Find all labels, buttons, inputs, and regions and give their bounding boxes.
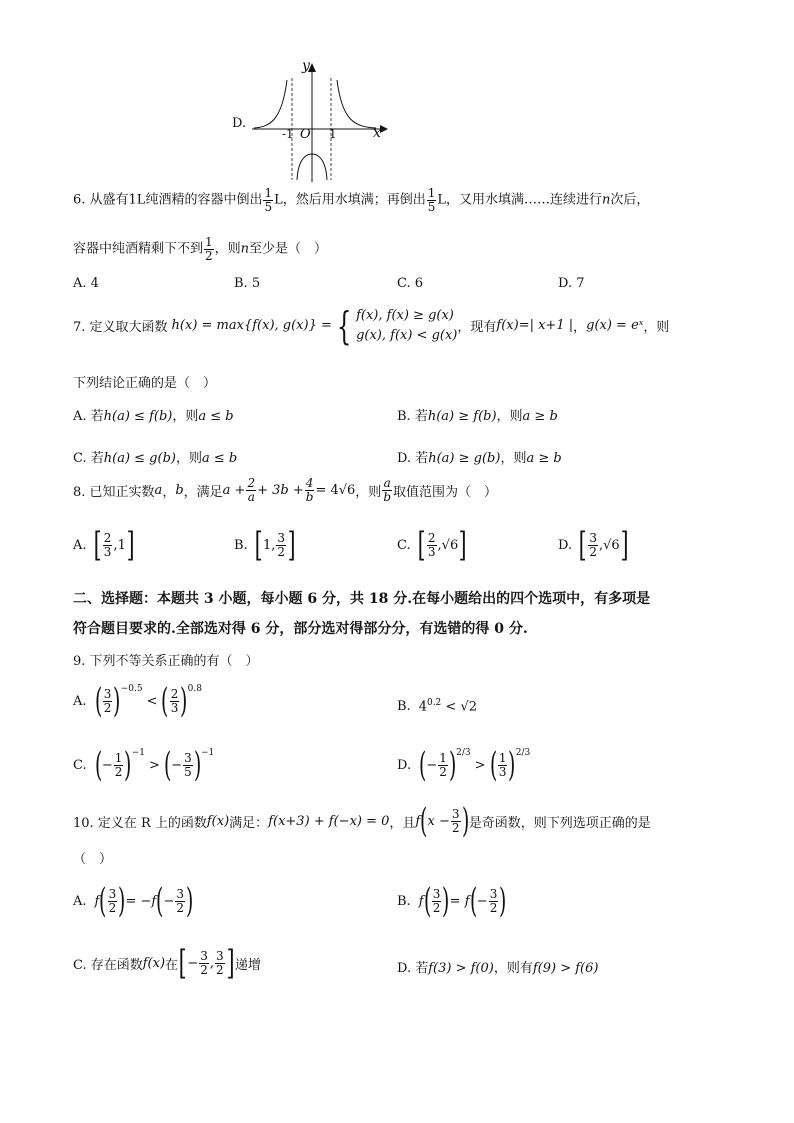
frac-den: 3 xyxy=(427,544,436,559)
q10-d-text-b: ，则有 xyxy=(493,961,533,976)
q7-case1: f(x), f(x) ≥ g(x) xyxy=(356,308,454,323)
fraction-2-over-a xyxy=(246,477,256,503)
paren-right: ) xyxy=(186,881,194,921)
paren-left: ( xyxy=(423,881,431,921)
f: f xyxy=(94,893,100,909)
frac-den: 2 xyxy=(205,248,213,263)
q10-option-a[interactable] xyxy=(73,881,194,921)
q10-d-math1: f(3) > f(0) xyxy=(428,961,494,976)
q10-text-b: 满足： xyxy=(229,815,269,831)
q8-text-d: 取值范围为（ ） xyxy=(393,484,498,500)
axis-y-label: y xyxy=(302,58,310,74)
frac-num: a xyxy=(383,476,391,490)
paren-left: ( xyxy=(94,745,102,785)
origin-label: O xyxy=(300,127,311,142)
option-label: D. xyxy=(232,116,247,131)
comma: , xyxy=(209,955,215,971)
frac-num: 1 xyxy=(498,750,507,765)
q7-b-result: a ≥ b xyxy=(522,409,558,424)
q7-max-def: h(x) = max{f(x), g(x)} = xyxy=(171,318,332,333)
frac-num: 1 xyxy=(427,186,436,200)
fraction xyxy=(498,752,508,778)
q10-c-text-c: 递增 xyxy=(234,957,261,973)
curve-right-branch xyxy=(337,80,376,128)
q9-stem: 9. 下列不等关系正确的有（ ） xyxy=(73,654,259,669)
exponent: 0.2 xyxy=(426,698,442,708)
q10-option-d[interactable] xyxy=(397,957,598,976)
frac-num: 3 xyxy=(103,686,112,701)
q7-c-then: ，则 xyxy=(175,451,202,466)
q7-text-d: ，则 xyxy=(643,320,670,335)
operator: < xyxy=(146,693,158,709)
frac-den: 3 xyxy=(498,764,507,779)
q10-fx: f(x) xyxy=(206,813,230,829)
q9-c-label: C. xyxy=(73,757,87,773)
minus-sign: − xyxy=(101,757,113,773)
q6-option-a[interactable]: A. 4 xyxy=(73,276,99,291)
q6-text-b: L，然后用水填满；再倒出 xyxy=(274,192,426,208)
q7-option-a[interactable] xyxy=(73,405,234,424)
q7-a-label: A. 若 xyxy=(73,409,104,424)
q6-text-e: 容器中纯酒精剩下不到 xyxy=(73,241,204,257)
q8-line1 xyxy=(73,477,497,503)
q9-d-label: D. xyxy=(397,757,412,773)
q7-a-math: h(a) ≤ f(b) xyxy=(103,409,173,424)
frac-den: a xyxy=(247,489,255,504)
bracket-right: ] xyxy=(126,525,135,565)
q9-option-c[interactable] xyxy=(73,745,215,785)
paren-right: ) xyxy=(461,801,469,841)
exponent: 2/3 xyxy=(456,748,471,758)
frac-num: 4 xyxy=(305,476,314,490)
frac-den: 2 xyxy=(451,820,460,835)
paren-right: ) xyxy=(193,745,201,785)
q8-text-a: 8. 已知正实数 xyxy=(73,484,155,500)
section2-line2: 符合题目要求的.全部选对得 6 分，部分选对得部分分，有选错的得 0 分. xyxy=(73,621,528,637)
q6-text-f: ，则 xyxy=(214,241,241,257)
q7-b-label: B. 若 xyxy=(397,409,428,424)
frac-den: 5 xyxy=(184,764,192,779)
axis-x-label: x xyxy=(373,125,381,141)
q9-b-base: 4 xyxy=(418,699,427,715)
q6-text-c: L，又用水填满……连续进行 xyxy=(437,192,603,208)
paren-right: ) xyxy=(508,745,516,785)
frac-num: 3 xyxy=(216,948,224,963)
q8-option-a[interactable] xyxy=(73,525,135,565)
minus-sign: − xyxy=(426,757,438,773)
q6-text-g: 至少是（ ） xyxy=(249,241,328,257)
frac-num: 3 xyxy=(108,886,117,901)
paren-left: ( xyxy=(420,801,428,841)
q10-eq: f(x+3) + f(−x) = 0 xyxy=(268,813,390,829)
option-d-graph xyxy=(230,58,400,182)
paren-right: ) xyxy=(180,681,188,721)
q10-option-b[interactable] xyxy=(397,881,507,921)
fraction-one-fifth xyxy=(263,187,273,213)
frac-num: 3 xyxy=(277,530,285,545)
q7-d-then: ，则 xyxy=(500,451,527,466)
q10-inner: x − xyxy=(427,813,450,829)
q7-a-then: ，则 xyxy=(172,409,199,424)
q10-b-mid: = f xyxy=(449,893,470,909)
q6-text-a: 6. 从盛有1L纯酒精的容器中倒出 xyxy=(73,192,263,208)
exponent: 2/3 xyxy=(515,748,531,758)
paren-right: ) xyxy=(448,745,457,785)
q10-text-d: 是奇函数，则下列选项正确的是 xyxy=(468,815,651,831)
bracket-right: ] xyxy=(458,525,467,565)
frac-num: 3 xyxy=(432,886,441,901)
f: f xyxy=(418,893,424,909)
q10-d-math2: f(9) > f(6) xyxy=(532,961,599,976)
bracket-left: [ xyxy=(178,943,187,983)
frac-num: 2 xyxy=(247,476,256,490)
q9-b-rest: < √2 xyxy=(441,699,478,715)
q7-text-c: ，现有 xyxy=(457,320,497,335)
q6-option-c[interactable]: C. 6 xyxy=(397,276,424,291)
exponent: 0.8 xyxy=(187,684,202,694)
q8-d-right: ,√6 xyxy=(599,537,620,553)
frac-den: 5 xyxy=(427,199,436,214)
frac-num: 3 xyxy=(200,948,208,963)
bracket-right: ] xyxy=(226,943,235,983)
paren-right: ) xyxy=(499,881,507,921)
q7-c-result: a ≤ b xyxy=(201,451,238,466)
q7-comma: ， xyxy=(573,320,587,335)
q7-d-math: h(a) ≥ g(b) xyxy=(428,451,501,466)
fraction xyxy=(170,688,180,714)
frac-den: 2 xyxy=(277,544,285,559)
q10-c-text-b: 在 xyxy=(165,957,179,973)
q8-d-label: D. xyxy=(558,537,573,553)
q8-a-right: ,1 xyxy=(113,537,126,553)
exponent: −0.5 xyxy=(120,684,143,694)
q10-line2: （ ） xyxy=(73,852,113,867)
q6-text-d: 次后， xyxy=(610,192,650,208)
q7-c-label: C. 若 xyxy=(73,451,104,466)
frac-num: 2 xyxy=(427,530,436,545)
q9-option-d[interactable] xyxy=(397,745,531,785)
q8-eq-b: + 3b + xyxy=(257,482,304,498)
paren-left: ( xyxy=(419,745,427,785)
q10-b-label: B. xyxy=(397,893,411,909)
fraction-one-fifth-2 xyxy=(427,187,437,213)
fraction xyxy=(183,752,193,778)
frac-den: 2 xyxy=(432,900,441,915)
fraction xyxy=(103,532,113,558)
fraction-a-over-b xyxy=(382,477,392,503)
q7-case2: g(x), f(x) < g(x) xyxy=(356,327,458,343)
frac-den: b xyxy=(305,489,314,504)
exponent: −1 xyxy=(131,748,145,758)
paren-left: ( xyxy=(161,681,169,721)
frac-den: 2 xyxy=(439,764,447,779)
q6-line1 xyxy=(73,187,649,213)
operator: > xyxy=(148,757,160,773)
frac-den: 3 xyxy=(170,700,179,715)
bracket-right: ] xyxy=(287,525,296,565)
fraction-4-over-b xyxy=(305,477,315,503)
q7-a-result: a ≤ b xyxy=(198,409,234,424)
q10-text-c: ，且 xyxy=(389,815,416,831)
q10-option-c[interactable] xyxy=(73,943,261,983)
fraction xyxy=(114,752,124,778)
frac-num: 2 xyxy=(170,686,179,701)
q10-a-mid: = −f xyxy=(125,893,157,909)
paren-right: ) xyxy=(113,681,121,721)
var-n: n xyxy=(602,192,611,208)
q7-text-a: 7. 定义取大函数 xyxy=(73,320,168,335)
fraction xyxy=(199,950,209,976)
q7-gx: g(x) = eˣ xyxy=(586,318,644,333)
frac-den: 2 xyxy=(489,900,498,915)
bracket-left: [ xyxy=(254,525,263,565)
var-b: b xyxy=(175,482,184,498)
q7-option-b[interactable] xyxy=(397,405,558,424)
paren-left: ( xyxy=(94,681,102,721)
q8-c-right: ,√6 xyxy=(437,537,459,553)
minus-sign: − xyxy=(163,893,175,909)
q8-b-left: 1, xyxy=(262,537,276,553)
q7-option-d[interactable] xyxy=(397,447,562,466)
fraction xyxy=(489,888,499,914)
frac-num: 3 xyxy=(451,806,460,821)
q6-option-d[interactable]: D. 7 xyxy=(558,276,585,291)
bracket-right: ] xyxy=(620,525,629,565)
q7-d-result: a ≥ b xyxy=(526,451,562,466)
fraction xyxy=(451,808,461,834)
q7-b-then: ，则 xyxy=(496,409,523,424)
fraction xyxy=(427,532,437,558)
fraction xyxy=(276,532,286,558)
q9-option-b[interactable] xyxy=(397,698,477,714)
q8-option-d[interactable] xyxy=(558,525,629,565)
frac-num: 2 xyxy=(103,530,112,545)
x-axis-arrow xyxy=(380,125,388,133)
frac-den: 5 xyxy=(264,199,273,214)
q9-b-label: B. xyxy=(397,699,411,715)
brace: { xyxy=(336,303,352,348)
paren-left: ( xyxy=(163,745,172,785)
section2-line1: 二、选择题：本题共 3 小题，每小题 6 分，共 18 分.在每小题给出的四个选项中，有多项是 xyxy=(73,591,651,607)
frac-num: 3 xyxy=(184,750,192,765)
q10-c-fx: f(x) xyxy=(142,955,166,971)
q10-line1 xyxy=(73,801,651,841)
bracket-left: [ xyxy=(417,525,426,565)
q7-line1 xyxy=(73,303,670,348)
frac-num: 3 xyxy=(176,886,185,901)
q7-b-math: h(a) ≥ f(b) xyxy=(427,409,497,424)
paren-right: ) xyxy=(124,745,132,785)
q6-line2 xyxy=(73,236,327,262)
q7-cases xyxy=(356,306,457,345)
q8-option-b[interactable] xyxy=(234,525,296,565)
var-n: n xyxy=(240,241,250,257)
paren-right: ) xyxy=(118,881,126,921)
frac-den: 2 xyxy=(108,900,117,915)
frac-den: 2 xyxy=(176,900,185,915)
q8-eq-a: a + xyxy=(222,482,246,498)
fraction-half xyxy=(204,236,214,262)
frac-num: 3 xyxy=(589,530,597,545)
q9-a-label: A. xyxy=(73,693,87,709)
q8-text-c: ，则 xyxy=(355,484,382,500)
q7-line2: 下列结论正确的是（ ） xyxy=(73,376,217,391)
frac-num: 3 xyxy=(489,886,498,901)
tick-neg-one: -1 xyxy=(282,127,294,141)
paren-left: ( xyxy=(156,881,164,921)
q7-d-label: D. 若 xyxy=(397,451,429,466)
q7-fx: f(x)=| x+1 | xyxy=(496,318,574,333)
paren-left: ( xyxy=(99,881,107,921)
graph-svg xyxy=(230,58,400,182)
q10-f: f xyxy=(415,813,421,829)
q10-text-a: 10. 定义在 R 上的函数 xyxy=(73,815,207,831)
bracket-left: [ xyxy=(578,525,587,565)
bracket-left: [ xyxy=(93,525,102,565)
frac-num: 1 xyxy=(439,750,447,765)
q10-d-text-a: D. 若 xyxy=(397,961,429,976)
tick-pos-one: 1 xyxy=(329,127,337,141)
fraction xyxy=(588,532,598,558)
paren-left: ( xyxy=(489,745,497,785)
frac-den: 3 xyxy=(103,544,112,559)
fraction xyxy=(103,688,113,714)
fraction xyxy=(215,950,225,976)
q8-a-label: A. xyxy=(73,537,87,553)
frac-den: 2 xyxy=(200,962,208,977)
q8-b-label: B. xyxy=(234,537,248,553)
frac-num: 1 xyxy=(114,750,123,765)
fraction xyxy=(175,888,185,914)
q8-option-c[interactable] xyxy=(397,525,467,565)
q7-c-math: h(a) ≤ g(b) xyxy=(103,451,176,466)
paren-left: ( xyxy=(469,881,477,921)
minus-sign: − xyxy=(476,893,488,909)
fraction xyxy=(432,888,442,914)
q9-option-a[interactable] xyxy=(73,681,202,721)
curve-left-branch xyxy=(254,80,287,128)
operator: > xyxy=(474,757,486,773)
q10-a-label: A. xyxy=(73,893,87,909)
minus-sign: − xyxy=(187,955,199,971)
q7-option-c[interactable] xyxy=(73,447,237,466)
frac-den: 2 xyxy=(114,764,123,779)
fraction xyxy=(108,888,118,914)
minus-sign: − xyxy=(171,757,183,773)
q10-c-text-a: C. 存在函数 xyxy=(73,957,143,973)
q8-text-b: ，满足 xyxy=(183,484,223,500)
frac-den: b xyxy=(383,489,391,504)
frac-den: 2 xyxy=(216,962,224,977)
exponent: −1 xyxy=(200,748,215,758)
frac-den: 2 xyxy=(589,544,597,559)
frac-den: 2 xyxy=(103,700,112,715)
paren-right: ) xyxy=(442,881,450,921)
q8-sep: ， xyxy=(162,484,176,500)
q6-option-b[interactable]: B. 5 xyxy=(234,276,261,291)
var-a: a xyxy=(154,482,163,498)
fraction xyxy=(438,752,448,778)
frac-num: 1 xyxy=(205,235,213,249)
q8-eq-c: = 4√6 xyxy=(315,482,356,498)
frac-num: 1 xyxy=(264,186,273,200)
q8-c-label: C. xyxy=(397,537,411,553)
